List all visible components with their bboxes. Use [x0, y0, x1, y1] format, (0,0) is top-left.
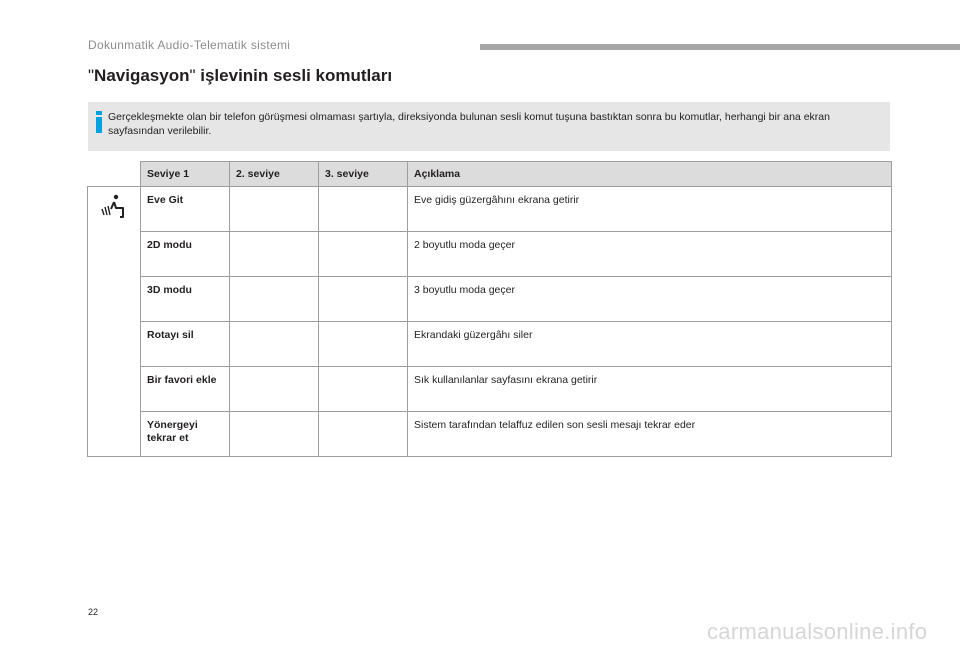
row-description: Sık kullanılanlar sayfasını ekrana getirir	[408, 367, 892, 412]
row-level2	[230, 322, 319, 367]
row-level2	[230, 187, 319, 232]
table-row	[88, 277, 892, 322]
header-bar	[480, 44, 960, 50]
voice-command-icon-cell	[88, 187, 141, 457]
table-row	[88, 322, 892, 367]
watermark: carmanualsonline.info	[707, 619, 928, 644]
row-level1: Bir favori ekle	[141, 367, 230, 412]
row-level1: Yönergeyi tekrar et	[141, 412, 230, 457]
row-description: 3 boyutlu moda geçer	[408, 277, 892, 322]
page-number: 22	[88, 607, 99, 617]
table-header-description: Açıklama	[408, 162, 892, 187]
table-header-blank	[88, 162, 141, 187]
row-description: 2 boyutlu moda geçer	[408, 232, 892, 277]
table-header-row	[88, 162, 892, 187]
row-level2	[230, 412, 319, 457]
row-level1: 3D modu	[141, 277, 230, 322]
table-row	[88, 232, 892, 277]
row-description: Eve gidiş güzergâhını ekrana getirir	[408, 187, 892, 232]
table-row	[88, 412, 892, 457]
row-level1: Rotayı sil	[141, 322, 230, 367]
row-level2	[230, 232, 319, 277]
row-level3	[319, 232, 408, 277]
info-text: Gerçekleşmekte olan bir telefon görüşmesi olmaması şartıyla, direksiyonda bulunan sesli komut tuşuna bastıktan sonra bu komutlar, herhangi bir ana ekran sayfasından verilebilir.	[108, 111, 830, 137]
row-level3	[319, 412, 408, 457]
table-row	[88, 187, 892, 232]
heading-quote-open: "	[88, 66, 95, 85]
heading-name: Navigasyon	[94, 66, 190, 85]
row-level2	[230, 277, 319, 322]
row-level3	[319, 367, 408, 412]
table-header-level1: Seviye 1	[141, 162, 230, 187]
row-level2	[230, 367, 319, 412]
row-description: Sistem tarafından telaffuz edilen son sesli mesajı tekrar eder	[408, 412, 892, 457]
page-heading	[88, 66, 392, 86]
row-level3	[319, 277, 408, 322]
voice-commands-table	[87, 161, 892, 457]
header-title: Dokunmatik Audio-Telematik sistemi	[88, 38, 291, 52]
heading-rest: işlevinin sesli komutları	[195, 66, 393, 85]
row-description: Ekrandaki güzergâhı siler	[408, 322, 892, 367]
row-level3	[319, 187, 408, 232]
row-level1: 2D modu	[141, 232, 230, 277]
row-level1: Eve Git	[141, 187, 230, 232]
info-icon	[96, 111, 102, 133]
table-header-level3: 3. seviye	[319, 162, 408, 187]
info-box	[88, 102, 890, 151]
table-header-level2: 2. seviye	[230, 162, 319, 187]
row-level3	[319, 322, 408, 367]
table-row	[88, 367, 892, 412]
voice-command-icon	[101, 193, 127, 221]
heading-quote-close: "	[189, 66, 196, 85]
